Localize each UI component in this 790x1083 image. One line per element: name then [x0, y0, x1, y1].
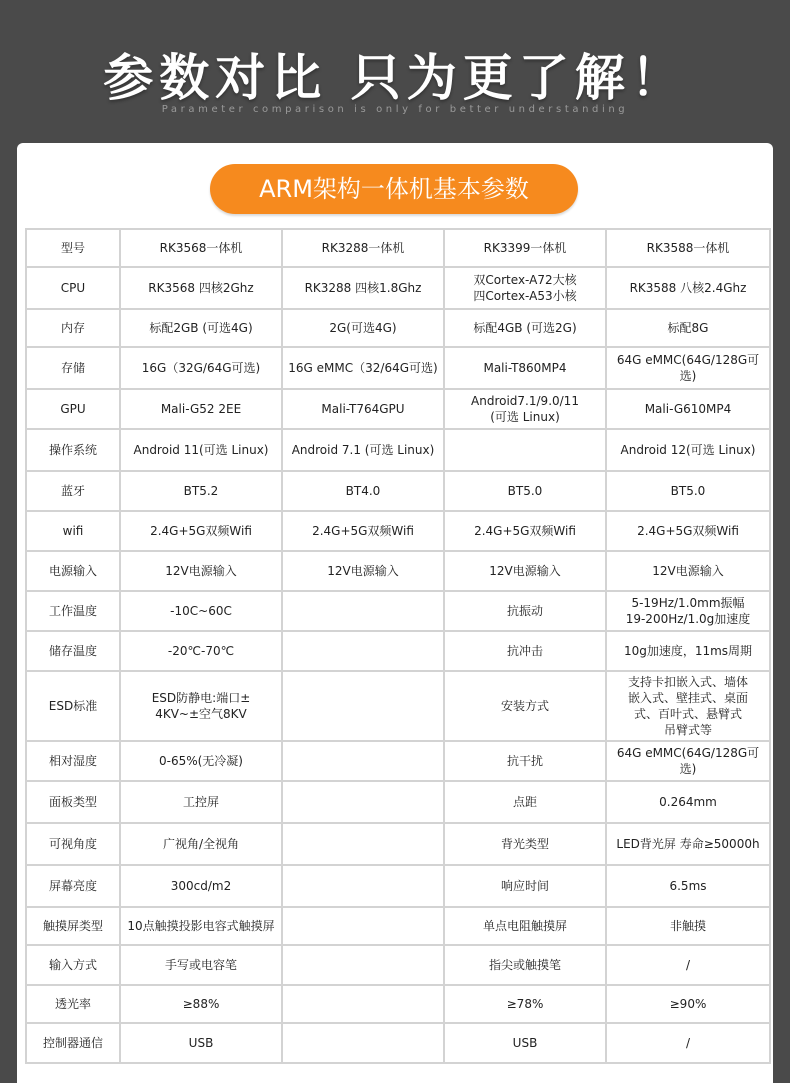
row-label-cell: wifi: [26, 511, 120, 551]
row-label-cell: GPU: [26, 389, 120, 429]
value-cell: 2.4G+5G双频Wifi: [606, 511, 770, 551]
value-cell: ≥88%: [120, 985, 282, 1023]
value-cell: -10C~60C: [120, 591, 282, 631]
value-cell: BT5.0: [606, 471, 770, 511]
table-row: [26, 985, 770, 1023]
row-label-cell: CPU: [26, 267, 120, 309]
value-cell: RK3568一体机: [120, 229, 282, 267]
value-cell: BT5.2: [120, 471, 282, 511]
spec-table: [25, 228, 771, 1064]
table-row: [26, 631, 770, 671]
value-cell: -20℃-70℃: [120, 631, 282, 671]
value-cell: 300cd/m2: [120, 865, 282, 907]
value-cell: 2.4G+5G双频Wifi: [282, 511, 444, 551]
value-cell: 16G（32G/64G可选): [120, 347, 282, 389]
value-cell: /: [606, 945, 770, 985]
value-cell: 标配8G: [606, 309, 770, 347]
row-label-cell: 控制器通信: [26, 1023, 120, 1063]
value-cell: [282, 985, 444, 1023]
value-cell: 2G(可选4G): [282, 309, 444, 347]
value-cell: ≥78%: [444, 985, 606, 1023]
value-cell: BT5.0: [444, 471, 606, 511]
value-cell: [282, 907, 444, 945]
value-cell: Android 12(可选 Linux): [606, 429, 770, 471]
spec-card: [17, 143, 773, 1083]
row-label-cell: 存储: [26, 347, 120, 389]
value-cell: 响应时间: [444, 865, 606, 907]
table-row: [26, 1023, 770, 1063]
value-cell: 0-65%(无冷凝): [120, 741, 282, 781]
row-label-cell: 屏幕亮度: [26, 865, 120, 907]
table-row: [26, 347, 770, 389]
value-cell: [282, 1023, 444, 1063]
value-cell: ≥90%: [606, 985, 770, 1023]
table-row: [26, 471, 770, 511]
value-cell: 12V电源输入: [120, 551, 282, 591]
value-cell: 0.264mm: [606, 781, 770, 823]
value-cell: 6.5ms: [606, 865, 770, 907]
value-cell: [282, 591, 444, 631]
value-cell: 抗振动: [444, 591, 606, 631]
page-subtitle: Parameter comparison is only for better understanding: [161, 104, 629, 115]
value-cell: 指尖或触摸笔: [444, 945, 606, 985]
value-cell: Mali-T860MP4: [444, 347, 606, 389]
table-row: [26, 267, 770, 309]
value-cell: 安装方式: [444, 671, 606, 741]
table-row: [26, 741, 770, 781]
value-cell: RK3288 四核1.8Ghz: [282, 267, 444, 309]
value-cell: [282, 741, 444, 781]
value-cell: 12V电源输入: [282, 551, 444, 591]
table-row: [26, 229, 770, 267]
table-row: [26, 309, 770, 347]
value-cell: 10点触摸投影电容式触摸屏: [120, 907, 282, 945]
table-row: [26, 389, 770, 429]
value-cell: 手写或电容笔: [120, 945, 282, 985]
value-cell: 64G eMMC(64G/128G可选): [606, 347, 770, 389]
row-label-cell: 触摸屏类型: [26, 907, 120, 945]
table-row: [26, 945, 770, 985]
value-cell: BT4.0: [282, 471, 444, 511]
page-title: 参数对比 只为更了解！: [103, 49, 687, 107]
row-label-cell: 型号: [26, 229, 120, 267]
value-cell: 非触摸: [606, 907, 770, 945]
value-cell: ESD防静电:端口± 4KV~±空气8KV: [120, 671, 282, 741]
row-label-cell: 可视角度: [26, 823, 120, 865]
table-row: [26, 865, 770, 907]
value-cell: LED背光屏 寿命≥50000h: [606, 823, 770, 865]
value-cell: RK3588一体机: [606, 229, 770, 267]
value-cell: 单点电阻触摸屏: [444, 907, 606, 945]
value-cell: 64G eMMC(64G/128G可选): [606, 741, 770, 781]
table-row: [26, 671, 770, 741]
table-row: [26, 551, 770, 591]
table-row: [26, 511, 770, 551]
row-label-cell: 操作系统: [26, 429, 120, 471]
value-cell: 12V电源输入: [606, 551, 770, 591]
row-label-cell: 蓝牙: [26, 471, 120, 511]
value-cell: 广视角/全视角: [120, 823, 282, 865]
value-cell: 工控屏: [120, 781, 282, 823]
row-label-cell: 输入方式: [26, 945, 120, 985]
value-cell: 标配2GB (可选4G): [120, 309, 282, 347]
table-row: [26, 823, 770, 865]
value-cell: RK3288一体机: [282, 229, 444, 267]
row-label-cell: 透光率: [26, 985, 120, 1023]
table-row: [26, 591, 770, 631]
value-cell: 12V电源输入: [444, 551, 606, 591]
table-row: [26, 781, 770, 823]
value-cell: 2.4G+5G双频Wifi: [120, 511, 282, 551]
row-label-cell: 内存: [26, 309, 120, 347]
value-cell: RK3568 四核2Ghz: [120, 267, 282, 309]
value-cell: RK3399一体机: [444, 229, 606, 267]
value-cell: [282, 945, 444, 985]
value-cell: 5-19Hz/1.0mm振幅 19-200Hz/1.0g加速度: [606, 591, 770, 631]
value-cell: Mali-G610MP4: [606, 389, 770, 429]
value-cell: 支持卡扣嵌入式、墙体 嵌入式、壁挂式、桌面 式、百叶式、悬臂式 吊臂式等: [606, 671, 770, 741]
table-row: [26, 429, 770, 471]
value-cell: 16G eMMC（32/64G可选): [282, 347, 444, 389]
value-cell: 点距: [444, 781, 606, 823]
value-cell: /: [606, 1023, 770, 1063]
value-cell: Android 11(可选 Linux): [120, 429, 282, 471]
row-label-cell: 面板类型: [26, 781, 120, 823]
value-cell: USB: [444, 1023, 606, 1063]
value-cell: Mali-G52 2EE: [120, 389, 282, 429]
row-label-cell: ESD标准: [26, 671, 120, 741]
value-cell: RK3588 八核2.4Ghz: [606, 267, 770, 309]
value-cell: 双Cortex-A72大核 四Cortex-A53小核: [444, 267, 606, 309]
value-cell: [282, 823, 444, 865]
value-cell: [444, 429, 606, 471]
value-cell: Android7.1/9.0/11 (可选 Linux): [444, 389, 606, 429]
value-cell: 10g加速度，11ms周期: [606, 631, 770, 671]
value-cell: 标配4GB (可选2G): [444, 309, 606, 347]
row-label-cell: 储存温度: [26, 631, 120, 671]
value-cell: [282, 865, 444, 907]
section-title-badge: ARM架构一体机基本参数: [210, 164, 578, 214]
row-label-cell: 工作温度: [26, 591, 120, 631]
value-cell: USB: [120, 1023, 282, 1063]
value-cell: 背光类型: [444, 823, 606, 865]
value-cell: [282, 631, 444, 671]
row-label-cell: 电源输入: [26, 551, 120, 591]
value-cell: Mali-T764GPU: [282, 389, 444, 429]
value-cell: [282, 781, 444, 823]
value-cell: 抗干扰: [444, 741, 606, 781]
value-cell: 2.4G+5G双频Wifi: [444, 511, 606, 551]
value-cell: Android 7.1 (可选 Linux): [282, 429, 444, 471]
value-cell: 抗冲击: [444, 631, 606, 671]
value-cell: [282, 671, 444, 741]
table-row: [26, 907, 770, 945]
row-label-cell: 相对湿度: [26, 741, 120, 781]
